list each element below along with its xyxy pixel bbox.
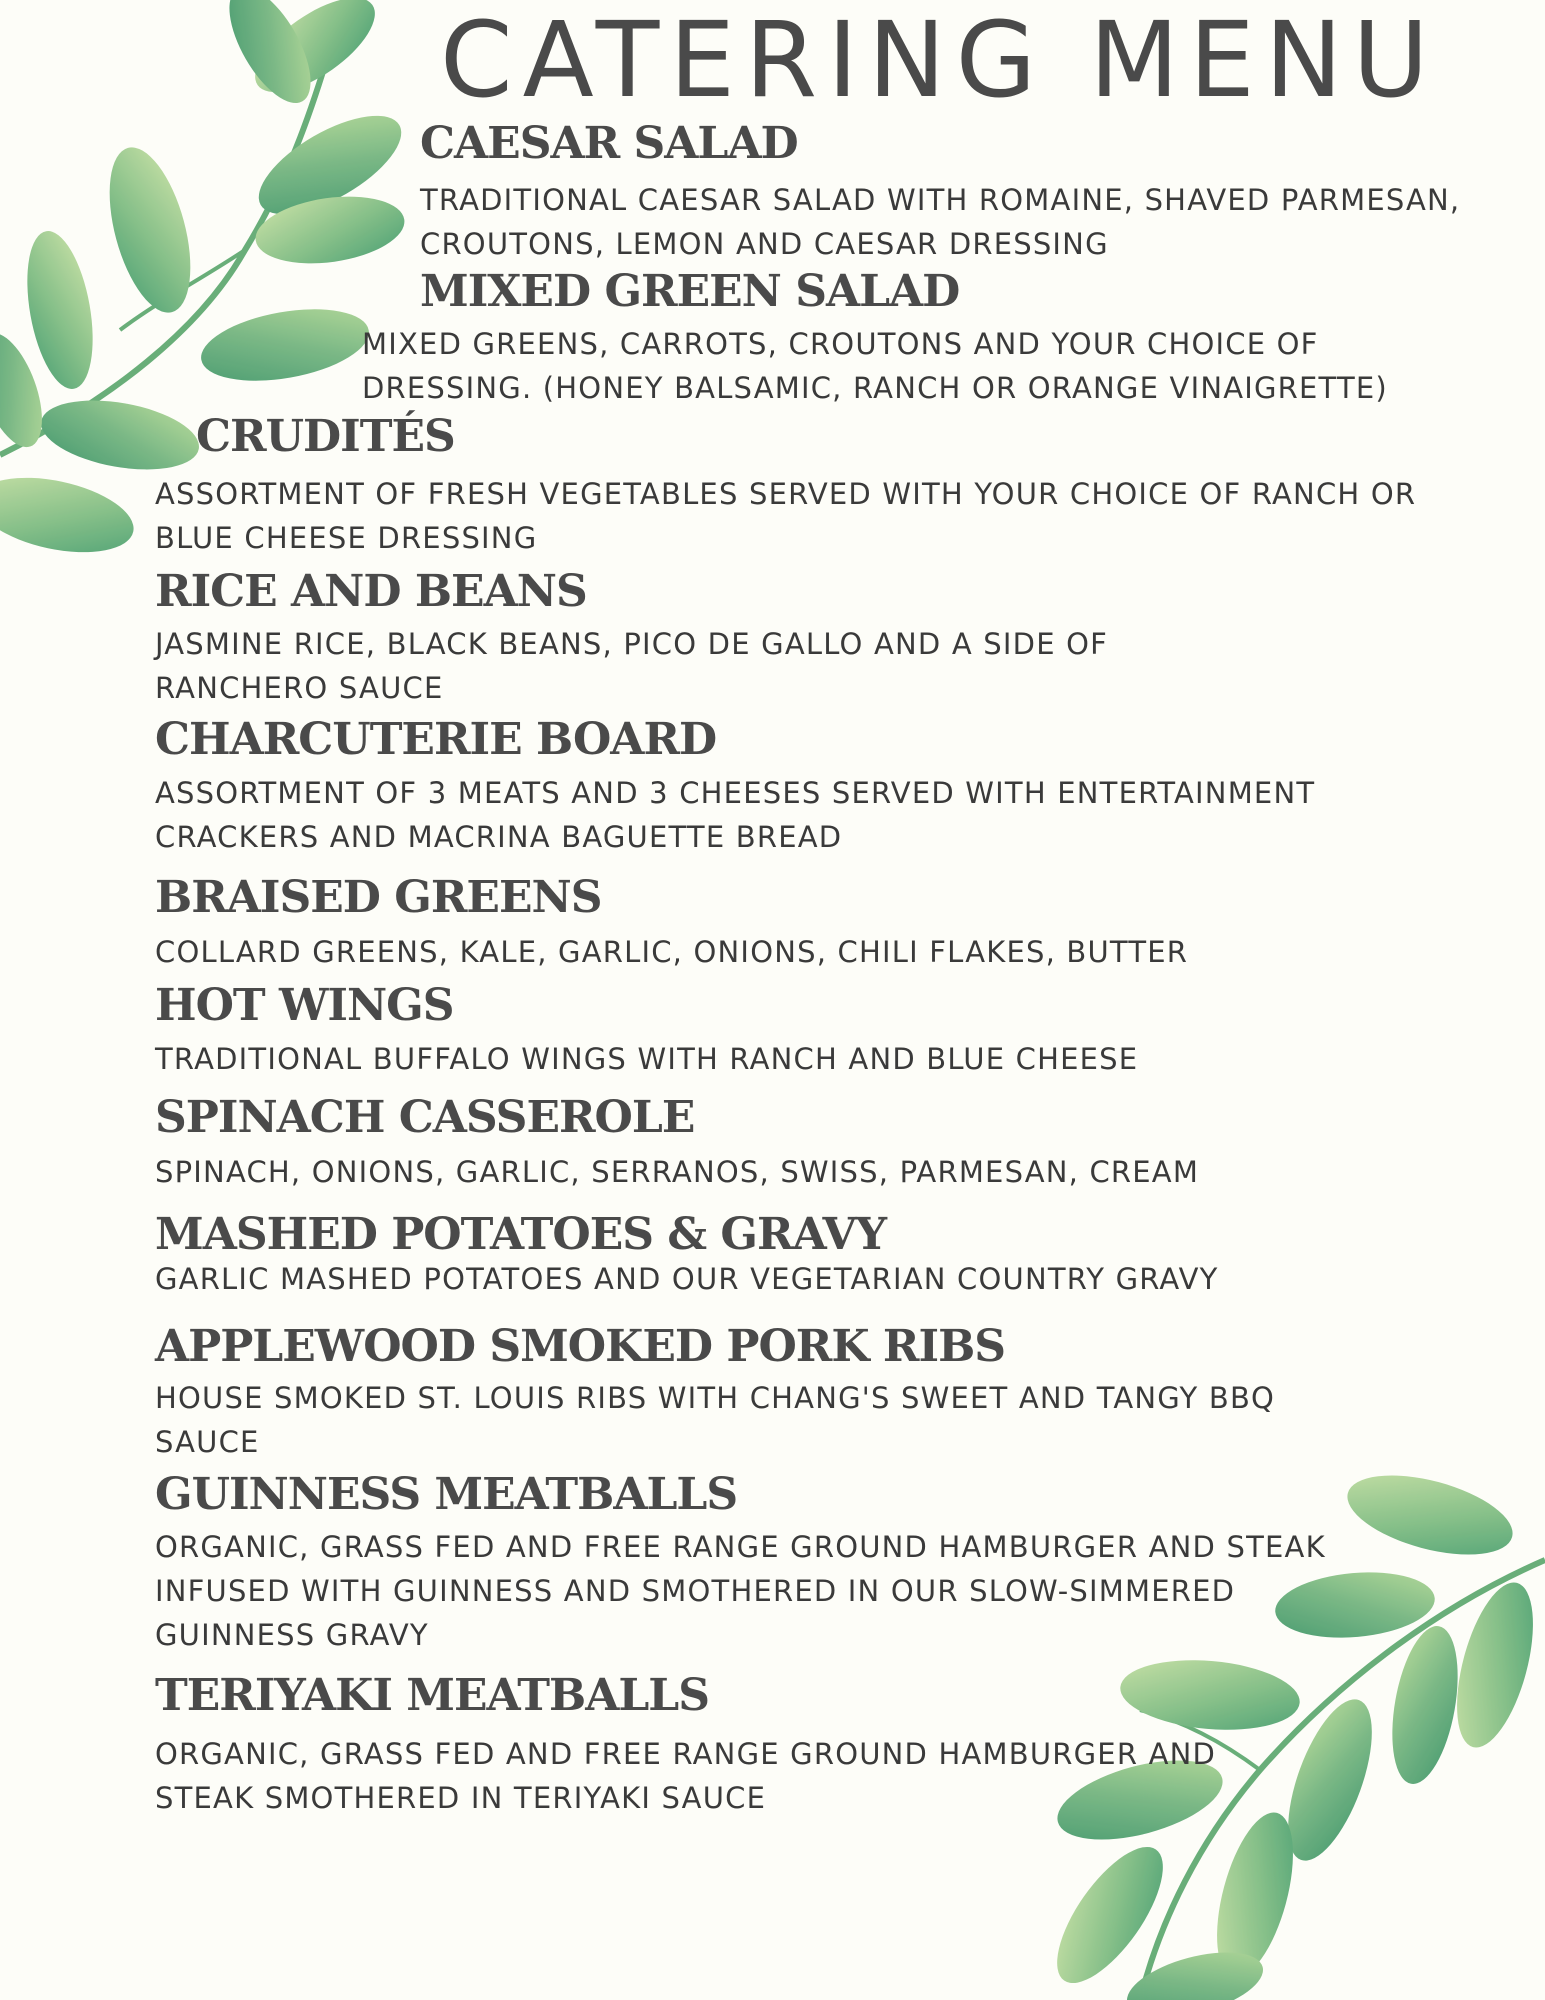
item-description: ORGANIC, GRASS FED AND FREE RANGE GROUND HAMBURGER AND STEAK INFUSED WITH GUINNESS AND SMOTHERED IN OUR SLOW-SIMMERED GUINNESS GRAVY	[155, 1530, 1326, 1652]
item-description: TRADITIONAL BUFFALO WINGS WITH RANCH AND BLUE CHEESE	[155, 1042, 1139, 1076]
item-name: RICE AND BEANS	[155, 566, 587, 617]
item-name: TERIYAKI MEATBALLS	[155, 1670, 709, 1721]
item-name: CRUDITÉS	[196, 411, 455, 462]
item-name: SPINACH CASSEROLE	[155, 1092, 695, 1143]
item-description: HOUSE SMOKED ST. LOUIS RIBS WITH CHANG'S SWEET AND TANGY BBQ SAUCE	[155, 1381, 1276, 1459]
item-description: TRADITIONAL CAESAR SALAD WITH ROMAINE, SHAVED PARMESAN, CROUTONS, LEMON AND CAESAR DRESSING	[420, 183, 1461, 261]
item-name: CHARCUTERIE BOARD	[155, 714, 717, 765]
item-name: HOT WINGS	[155, 980, 454, 1031]
item-description: SPINACH, ONIONS, GARLIC, SERRANOS, SWISS, PARMESAN, CREAM	[155, 1155, 1200, 1189]
item-description: JASMINE RICE, BLACK BEANS, PICO DE GALLO AND A SIDE OF RANCHERO SAUCE	[155, 627, 1109, 705]
item-name: GUINNESS MEATBALLS	[155, 1469, 738, 1520]
menu-title: CATERING MENU	[440, 0, 1439, 121]
item-name: CAESAR SALAD	[420, 118, 798, 169]
item-description: ASSORTMENT OF FRESH VEGETABLES SERVED WITH YOUR CHOICE OF RANCH OR BLUE CHEESE DRESSING	[155, 477, 1417, 555]
item-name: APPLEWOOD SMOKED PORK RIBS	[155, 1321, 1006, 1372]
item-name: MIXED GREEN SALAD	[420, 266, 960, 317]
item-name: MASHED POTATOES & GRAVY	[155, 1209, 887, 1260]
item-description: MIXED GREENS, CARROTS, CROUTONS AND YOUR CHOICE OF DRESSING. (HONEY BALSAMIC, RANCH OR ORANGE VINAIGRETTE)	[362, 327, 1388, 405]
item-description: GARLIC MASHED POTATOES AND OUR VEGETARIAN COUNTRY GRAVY	[155, 1262, 1219, 1296]
item-name: BRAISED GREENS	[155, 872, 602, 923]
item-description: ASSORTMENT OF 3 MEATS AND 3 CHEESES SERVED WITH ENTERTAINMENT CRACKERS AND MACRINA BAGUETTE BREAD	[155, 776, 1316, 854]
item-description: COLLARD GREENS, KALE, GARLIC, ONIONS, CHILI FLAKES, BUTTER	[155, 935, 1189, 969]
item-description: ORGANIC, GRASS FED AND FREE RANGE GROUND HAMBURGER AND STEAK SMOTHERED IN TERIYAKI SAUCE	[155, 1737, 1217, 1815]
